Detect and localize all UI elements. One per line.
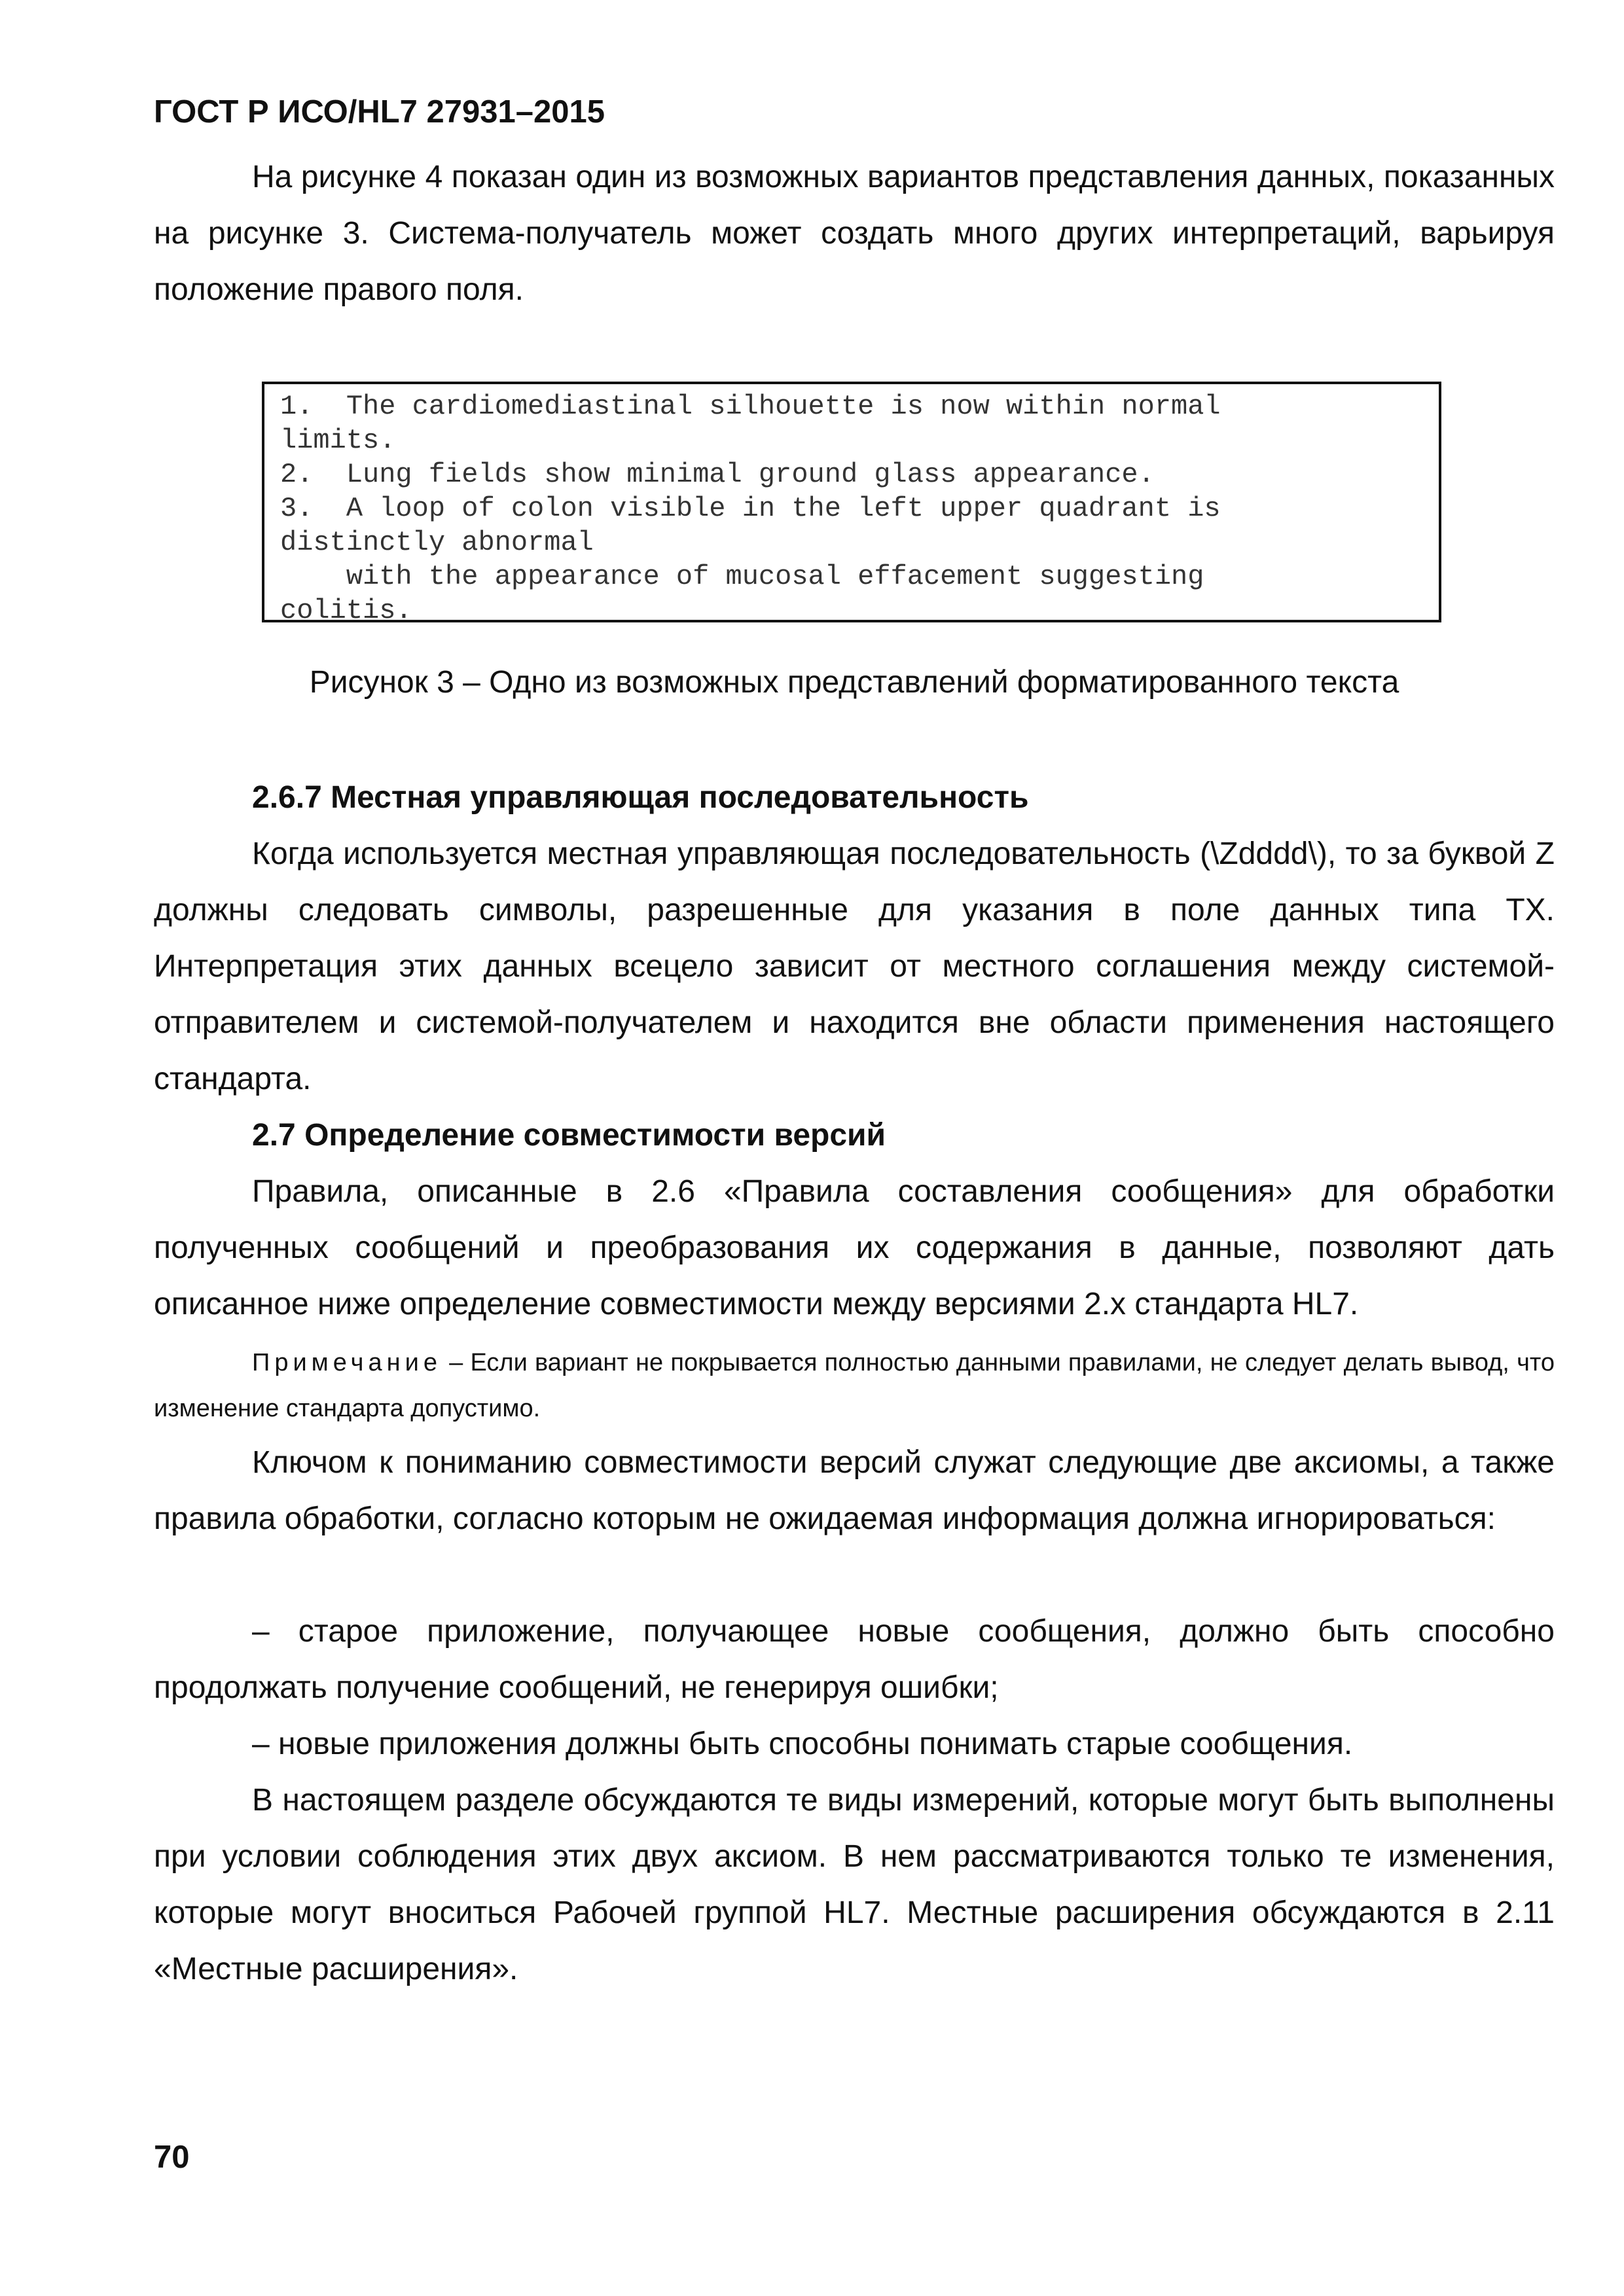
heading-2-7: 2.7 Определение совместимости версий	[252, 1118, 886, 1153]
document-header: ГОСТ Р ИСО/HL7 27931–2015	[154, 94, 605, 130]
figure-line: distinctly abnormal	[280, 527, 594, 558]
figure-caption: Рисунок 3 – Одно из возможных представлений форматированного текста	[309, 665, 1399, 700]
paragraph-measurements: В настоящем разделе обсуждаются те виды измерений, которые могут быть выполнены при условии соблюдения этих двух аксиом. В нем рассматриваются только те изменения, которые могут вноситься Рабочей группой HL7. Местные расширения обсуждаются в 2.11 «Местные расширения».	[154, 1783, 1555, 1986]
note	[154, 1340, 1555, 1431]
figure-line: colitis.	[280, 595, 412, 626]
figure-3-box	[262, 382, 1441, 626]
figure-line: limits.	[280, 425, 396, 456]
list-item: – новые приложения должны быть способны понимать старые сообщения.	[252, 1727, 1353, 1761]
page-number: 70	[154, 2140, 190, 2175]
note-label: Примечание	[252, 1349, 442, 1376]
figure-line: 2. Lung fields show minimal ground glass appearance.	[280, 459, 1155, 490]
figure-line: with the appearance of mucosal effacement suggesting	[280, 561, 1204, 592]
heading-2-6-7: 2.6.7 Местная управляющая последовательность	[252, 780, 1029, 815]
paragraph-2-6-7: Когда используется местная управляющая последовательность (\Zdddd\), то за буквой Z должны следовать символы, разрешенные для указания в поле данных типа TX. Интерпретация этих данных всецело зависит от местного соглашения между системой-отправителем и системой-получателем и находится вне области применения настоящего стандарта.	[154, 836, 1555, 1096]
intro-paragraph: На рисунке 4 показан один из возможных вариантов представления данных, показанных на рисунке 3. Система-получатель может создать много других интерпретаций, варьируя положение правого поля.	[154, 160, 1555, 307]
paragraph-2-7-rules: Правила, описанные в 2.6 «Правила составления сообщения» для обработки полученных сообщений и преобразования их содержания в данные, позволяют дать описанное ниже определение совместимости между версиями 2.x стандарта HL7.	[154, 1174, 1555, 1321]
figure-line: 3. A loop of colon visible in the left upper quadrant is	[280, 493, 1221, 524]
note-text: – Если вариант не покрывается полностью данными правилами, не следует делать вывод, что изменение стандарта допустимо.	[154, 1349, 1555, 1422]
list-item: – старое приложение, получающее новые сообщения, должно быть способно продолжать получение сообщений, не генерируя ошибки;	[154, 1614, 1555, 1705]
figure-line: 1. The cardiomediastinal silhouette is now within normal	[280, 391, 1221, 422]
paragraph-axioms: Ключом к пониманию совместимости версий служат следующие две аксиомы, а также правила обработки, согласно которым не ожидаемая информация должна игнорироваться:	[154, 1445, 1555, 1536]
